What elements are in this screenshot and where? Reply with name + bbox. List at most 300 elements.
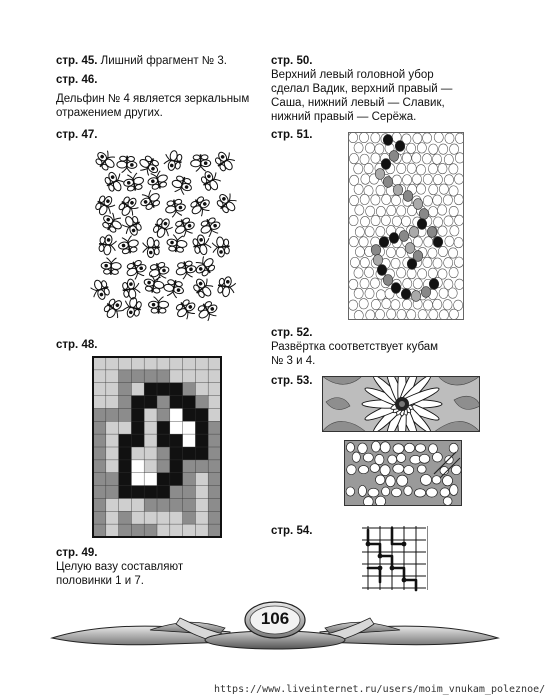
grid-cell — [157, 408, 170, 421]
grid-cell — [131, 370, 144, 383]
grid-cell — [208, 486, 221, 499]
grid-cell — [170, 396, 183, 409]
pebble — [417, 143, 426, 153]
grid-cell — [157, 370, 170, 383]
stone — [432, 452, 442, 462]
grid-cell — [208, 460, 221, 473]
pebble — [387, 205, 396, 215]
pebble — [348, 300, 357, 310]
butterfly — [173, 297, 199, 322]
grid-cell — [93, 447, 106, 460]
pebble — [370, 278, 379, 288]
grid-cell — [157, 498, 170, 511]
grid-cell — [195, 434, 208, 447]
snake-pebble — [389, 233, 399, 244]
grid-cell — [183, 473, 196, 486]
pebble — [391, 195, 400, 205]
grid-cell — [144, 357, 157, 370]
grid-cell — [183, 434, 196, 447]
pebble — [402, 175, 411, 185]
pebble — [364, 163, 373, 173]
butterfly — [137, 188, 163, 212]
grid-cell — [119, 383, 132, 396]
pebble — [432, 154, 441, 164]
pebble — [444, 258, 453, 268]
butterfly — [195, 299, 221, 324]
shaded-grid-picture — [92, 356, 222, 538]
grid-cell — [170, 408, 183, 421]
pebble — [402, 299, 411, 309]
butterfly — [216, 275, 236, 298]
pebble — [376, 185, 385, 195]
grid-cell — [93, 511, 106, 524]
grid-cell — [131, 383, 144, 396]
grid-cell — [170, 498, 183, 511]
pebble — [413, 278, 422, 288]
answer-p45 — [56, 54, 227, 68]
stone — [420, 474, 431, 485]
grid-cell — [195, 370, 208, 383]
snake-pebble — [417, 219, 427, 230]
pebble — [416, 184, 425, 194]
snake-pebble — [377, 265, 387, 276]
pebble — [433, 174, 442, 184]
pebble — [434, 132, 443, 142]
pebble — [455, 153, 464, 163]
snake-pebble — [419, 209, 429, 220]
pebble — [407, 268, 416, 278]
pebble — [350, 257, 359, 267]
pebble — [438, 226, 447, 236]
pebble — [439, 184, 448, 194]
grid-cell — [170, 473, 183, 486]
snake-pebble — [379, 237, 389, 248]
grid-cell — [195, 498, 208, 511]
grid-cell — [144, 473, 157, 486]
butterfly — [214, 190, 238, 216]
pebble — [397, 206, 406, 216]
pebble — [402, 153, 411, 163]
grid-cell — [106, 370, 119, 383]
butterfly — [122, 172, 145, 193]
grid-cell — [195, 511, 208, 524]
pebble — [454, 194, 463, 204]
pebble — [364, 267, 373, 277]
grid-cell — [157, 473, 170, 486]
snake-pebble — [383, 177, 393, 188]
pebble — [371, 133, 380, 143]
pebble — [403, 278, 412, 288]
butterfly — [190, 275, 216, 301]
pebble — [412, 153, 421, 163]
pebble — [449, 206, 458, 216]
pebble — [449, 267, 458, 277]
butterfly — [101, 296, 127, 322]
pebble — [423, 196, 432, 206]
grid-cell — [195, 447, 208, 460]
pebble — [359, 132, 368, 142]
snake-pebble — [413, 199, 423, 210]
pebble — [360, 216, 369, 226]
butterfly — [102, 169, 126, 195]
source-url: https://www.liveinternet.ru/users/moim_vnukam_poleznoe/ — [214, 684, 546, 695]
page-ref-label: стр. 46. — [56, 74, 98, 86]
grid-cell — [157, 434, 170, 447]
stone — [346, 487, 355, 496]
grid-cell — [195, 524, 208, 537]
grid-cell — [131, 473, 144, 486]
flower-picture — [322, 376, 480, 432]
pebble — [406, 143, 415, 153]
pebble — [355, 205, 364, 215]
snake-pebble — [405, 243, 415, 254]
butterfly — [151, 215, 175, 240]
pebble — [382, 194, 391, 204]
grid-cell — [208, 383, 221, 396]
grid-cell — [157, 396, 170, 409]
answer-text-line: Развёртка соответствует кубам — [271, 341, 439, 353]
answer-text-line: Целую вазу составляют — [56, 561, 184, 573]
stone — [450, 485, 458, 496]
butterfly — [143, 237, 160, 257]
grid-cell — [119, 498, 132, 511]
pebble — [443, 195, 452, 205]
pebble — [418, 310, 427, 320]
stone — [415, 444, 425, 452]
butterfly — [163, 149, 184, 172]
stone — [426, 488, 437, 497]
grid-cell — [170, 460, 183, 473]
stone — [375, 475, 384, 484]
grid-cell — [106, 383, 119, 396]
pebble — [376, 290, 385, 300]
pebble-snake-picture — [348, 132, 464, 320]
snake-pebble — [403, 191, 413, 202]
pebble — [455, 133, 464, 143]
grid-cell — [170, 434, 183, 447]
butterfly — [146, 169, 170, 191]
grid-cell — [208, 447, 221, 460]
page-ref-label: стр. 53. — [271, 375, 313, 387]
snake-pebble — [371, 245, 381, 256]
snake-pebble — [421, 287, 431, 298]
grid-cell — [93, 498, 106, 511]
snake-pebble — [433, 237, 443, 248]
grid-cell — [144, 511, 157, 524]
stone — [451, 465, 461, 474]
snake-pebble — [391, 283, 401, 294]
grid-cell — [144, 370, 157, 383]
grid-cell — [119, 396, 132, 409]
grid-cell — [195, 486, 208, 499]
answer-text-line: № 3 и 4. — [271, 355, 316, 367]
pebble — [371, 153, 380, 163]
grid-cell — [119, 486, 132, 499]
grid-cell — [144, 383, 157, 396]
grid-cell — [208, 511, 221, 524]
grid-cell — [157, 486, 170, 499]
butterfly — [99, 210, 125, 235]
pebble — [455, 279, 464, 289]
pebble — [349, 153, 358, 163]
butterflies-picture — [90, 148, 238, 328]
grid-cell — [106, 421, 119, 434]
butterfly — [121, 278, 141, 300]
pebble — [349, 279, 358, 289]
grid-cell — [208, 396, 221, 409]
pebble — [449, 164, 458, 174]
grid-cell — [131, 524, 144, 537]
snake-pebble — [401, 289, 411, 300]
pebble — [386, 247, 395, 257]
pebble — [423, 300, 432, 310]
stone — [388, 455, 397, 464]
stone — [359, 465, 369, 473]
stone — [393, 444, 404, 454]
pebble — [354, 143, 363, 153]
grid-cell — [144, 447, 157, 460]
pebble — [407, 310, 416, 320]
pebble — [361, 174, 370, 184]
pebble — [423, 174, 432, 184]
page-ref-label: стр. 49. — [56, 547, 98, 559]
grid-cell — [93, 486, 106, 499]
butterfly — [192, 253, 218, 279]
pebble — [445, 236, 454, 246]
pebble — [391, 300, 400, 310]
snake-pebble — [383, 275, 393, 286]
butterfly — [164, 198, 187, 219]
grid-cell — [131, 486, 144, 499]
grid-cell — [144, 486, 157, 499]
grid-cell — [131, 498, 144, 511]
grid-cell — [195, 460, 208, 473]
grid-cell — [208, 370, 221, 383]
butterfly — [162, 278, 185, 299]
pebble — [397, 163, 406, 173]
pebble — [454, 257, 463, 267]
stone — [380, 442, 390, 453]
stone — [352, 452, 360, 462]
grid-cell — [170, 524, 183, 537]
stone — [449, 443, 458, 453]
grid-cell — [195, 396, 208, 409]
pebble — [354, 184, 363, 194]
pebble — [412, 174, 421, 184]
page-ref-label: стр. 54. — [271, 525, 313, 537]
answer-p50 — [271, 68, 452, 124]
page-number: 106 — [260, 609, 290, 628]
pebble — [428, 207, 437, 217]
stone — [404, 486, 412, 495]
grid-cell — [183, 460, 196, 473]
pebble — [454, 215, 463, 225]
pebble — [360, 194, 369, 204]
stone — [363, 497, 373, 506]
grid-cell — [183, 524, 196, 537]
pebble — [423, 257, 432, 267]
pebble — [397, 309, 406, 319]
grid-cell — [119, 447, 132, 460]
pebble — [365, 143, 374, 153]
grid-cell — [119, 473, 132, 486]
grid-cell — [170, 357, 183, 370]
grid-cell — [131, 434, 144, 447]
pebble — [454, 300, 463, 310]
grid-cell — [131, 357, 144, 370]
answer-p49 — [56, 560, 183, 588]
pebble — [443, 300, 452, 310]
pebble — [396, 247, 405, 257]
pebble — [348, 132, 357, 142]
snake-pebble — [393, 185, 403, 196]
snake-pebble — [375, 169, 385, 180]
grid-cell — [93, 383, 106, 396]
maze-grid-picture — [360, 524, 428, 592]
stone — [404, 443, 414, 452]
grid-cell — [106, 396, 119, 409]
pebble — [449, 309, 458, 319]
grid-cell — [119, 408, 132, 421]
stone — [397, 475, 408, 486]
pebble — [450, 226, 459, 236]
grid-cell — [119, 460, 132, 473]
pebble — [428, 248, 437, 258]
pebble — [450, 144, 459, 154]
grid-cell — [170, 383, 183, 396]
snake-pebble — [407, 259, 417, 270]
pebble — [354, 288, 363, 298]
grid-cell — [144, 408, 157, 421]
page-ref-label: стр. 45. — [56, 55, 98, 67]
page-ref-label: стр. 52. — [271, 327, 313, 339]
grid-cell — [119, 370, 132, 383]
grid-cell — [106, 511, 119, 524]
stone — [358, 443, 368, 453]
pebble — [366, 206, 375, 216]
snake-pebble — [381, 159, 391, 170]
grid-cell — [93, 357, 106, 370]
snake-pebble — [409, 227, 419, 238]
grid-cell — [119, 511, 132, 524]
pebble — [429, 144, 438, 154]
pebble — [429, 184, 438, 194]
stone — [368, 488, 379, 497]
pebble — [401, 216, 410, 226]
stone — [370, 464, 379, 473]
answer-text-line: Верхний левый головной убор — [271, 69, 434, 81]
grid-cell — [157, 524, 170, 537]
answer-text-line: отражением других. — [56, 107, 163, 119]
grid-cell — [157, 421, 170, 434]
grid-cell — [93, 473, 106, 486]
pebble — [433, 217, 442, 227]
stone — [432, 476, 441, 484]
grid-cell — [106, 434, 119, 447]
grid-cell — [144, 460, 157, 473]
pebble — [360, 257, 369, 267]
answer-text-line: Дельфин № 4 является зеркальным — [56, 93, 250, 105]
stone — [417, 465, 426, 473]
grid-cell — [93, 421, 106, 434]
pebble — [371, 215, 380, 225]
butterfly — [117, 155, 138, 173]
pebble — [413, 133, 422, 143]
grid-cell — [93, 434, 106, 447]
pebble — [365, 288, 374, 298]
pebble — [454, 174, 463, 184]
grid-cell — [170, 447, 183, 460]
stone — [346, 443, 354, 453]
pebble — [407, 163, 416, 173]
pebble — [429, 310, 438, 320]
grid-cell — [106, 408, 119, 421]
pebble — [428, 164, 437, 174]
butterfly — [116, 193, 142, 219]
grid-cell — [144, 498, 157, 511]
pebble — [371, 299, 380, 309]
grid-cell — [183, 447, 196, 460]
butterfly — [90, 277, 112, 301]
grid-cell — [170, 370, 183, 383]
grid-cell — [106, 486, 119, 499]
grid-cell — [157, 357, 170, 370]
butterfly — [212, 148, 237, 174]
answer-p52 — [271, 340, 438, 368]
pebble — [387, 309, 396, 319]
pebble — [433, 258, 442, 268]
butterfly — [93, 193, 117, 219]
pebble — [397, 268, 406, 278]
stone — [358, 485, 366, 496]
pebble — [444, 216, 453, 226]
pebble — [439, 310, 448, 320]
stone — [347, 465, 356, 475]
stones-picture — [344, 440, 462, 506]
stone — [397, 453, 406, 462]
stone — [404, 466, 414, 475]
grid-cell — [93, 370, 106, 383]
butterfly — [174, 259, 197, 280]
pebble — [354, 268, 363, 278]
pebble — [454, 237, 463, 247]
grid-cell — [208, 421, 221, 434]
pebble — [448, 248, 457, 258]
butterfly — [98, 234, 117, 256]
grid-cell — [93, 408, 106, 421]
grid-cell — [119, 421, 132, 434]
stone — [382, 487, 390, 496]
pebble — [438, 163, 447, 173]
pebble — [359, 237, 368, 247]
butterfly — [199, 168, 224, 194]
answer-text: Лишний фрагмент № 3. — [100, 55, 227, 67]
page-ref-label: стр. 51. — [271, 129, 313, 141]
pebble — [445, 133, 454, 143]
grid-cell — [170, 421, 183, 434]
snake-pebble — [399, 231, 409, 242]
stone — [372, 441, 381, 452]
pebble — [371, 195, 380, 205]
grid-cell — [106, 460, 119, 473]
pebble — [439, 288, 448, 298]
pebble — [354, 164, 363, 174]
grid-cell — [131, 408, 144, 421]
answer-text-line: Саша, нижний левый — Славик, — [271, 97, 445, 109]
grid-cell — [106, 524, 119, 537]
pebble — [444, 175, 453, 185]
stone — [380, 465, 390, 476]
